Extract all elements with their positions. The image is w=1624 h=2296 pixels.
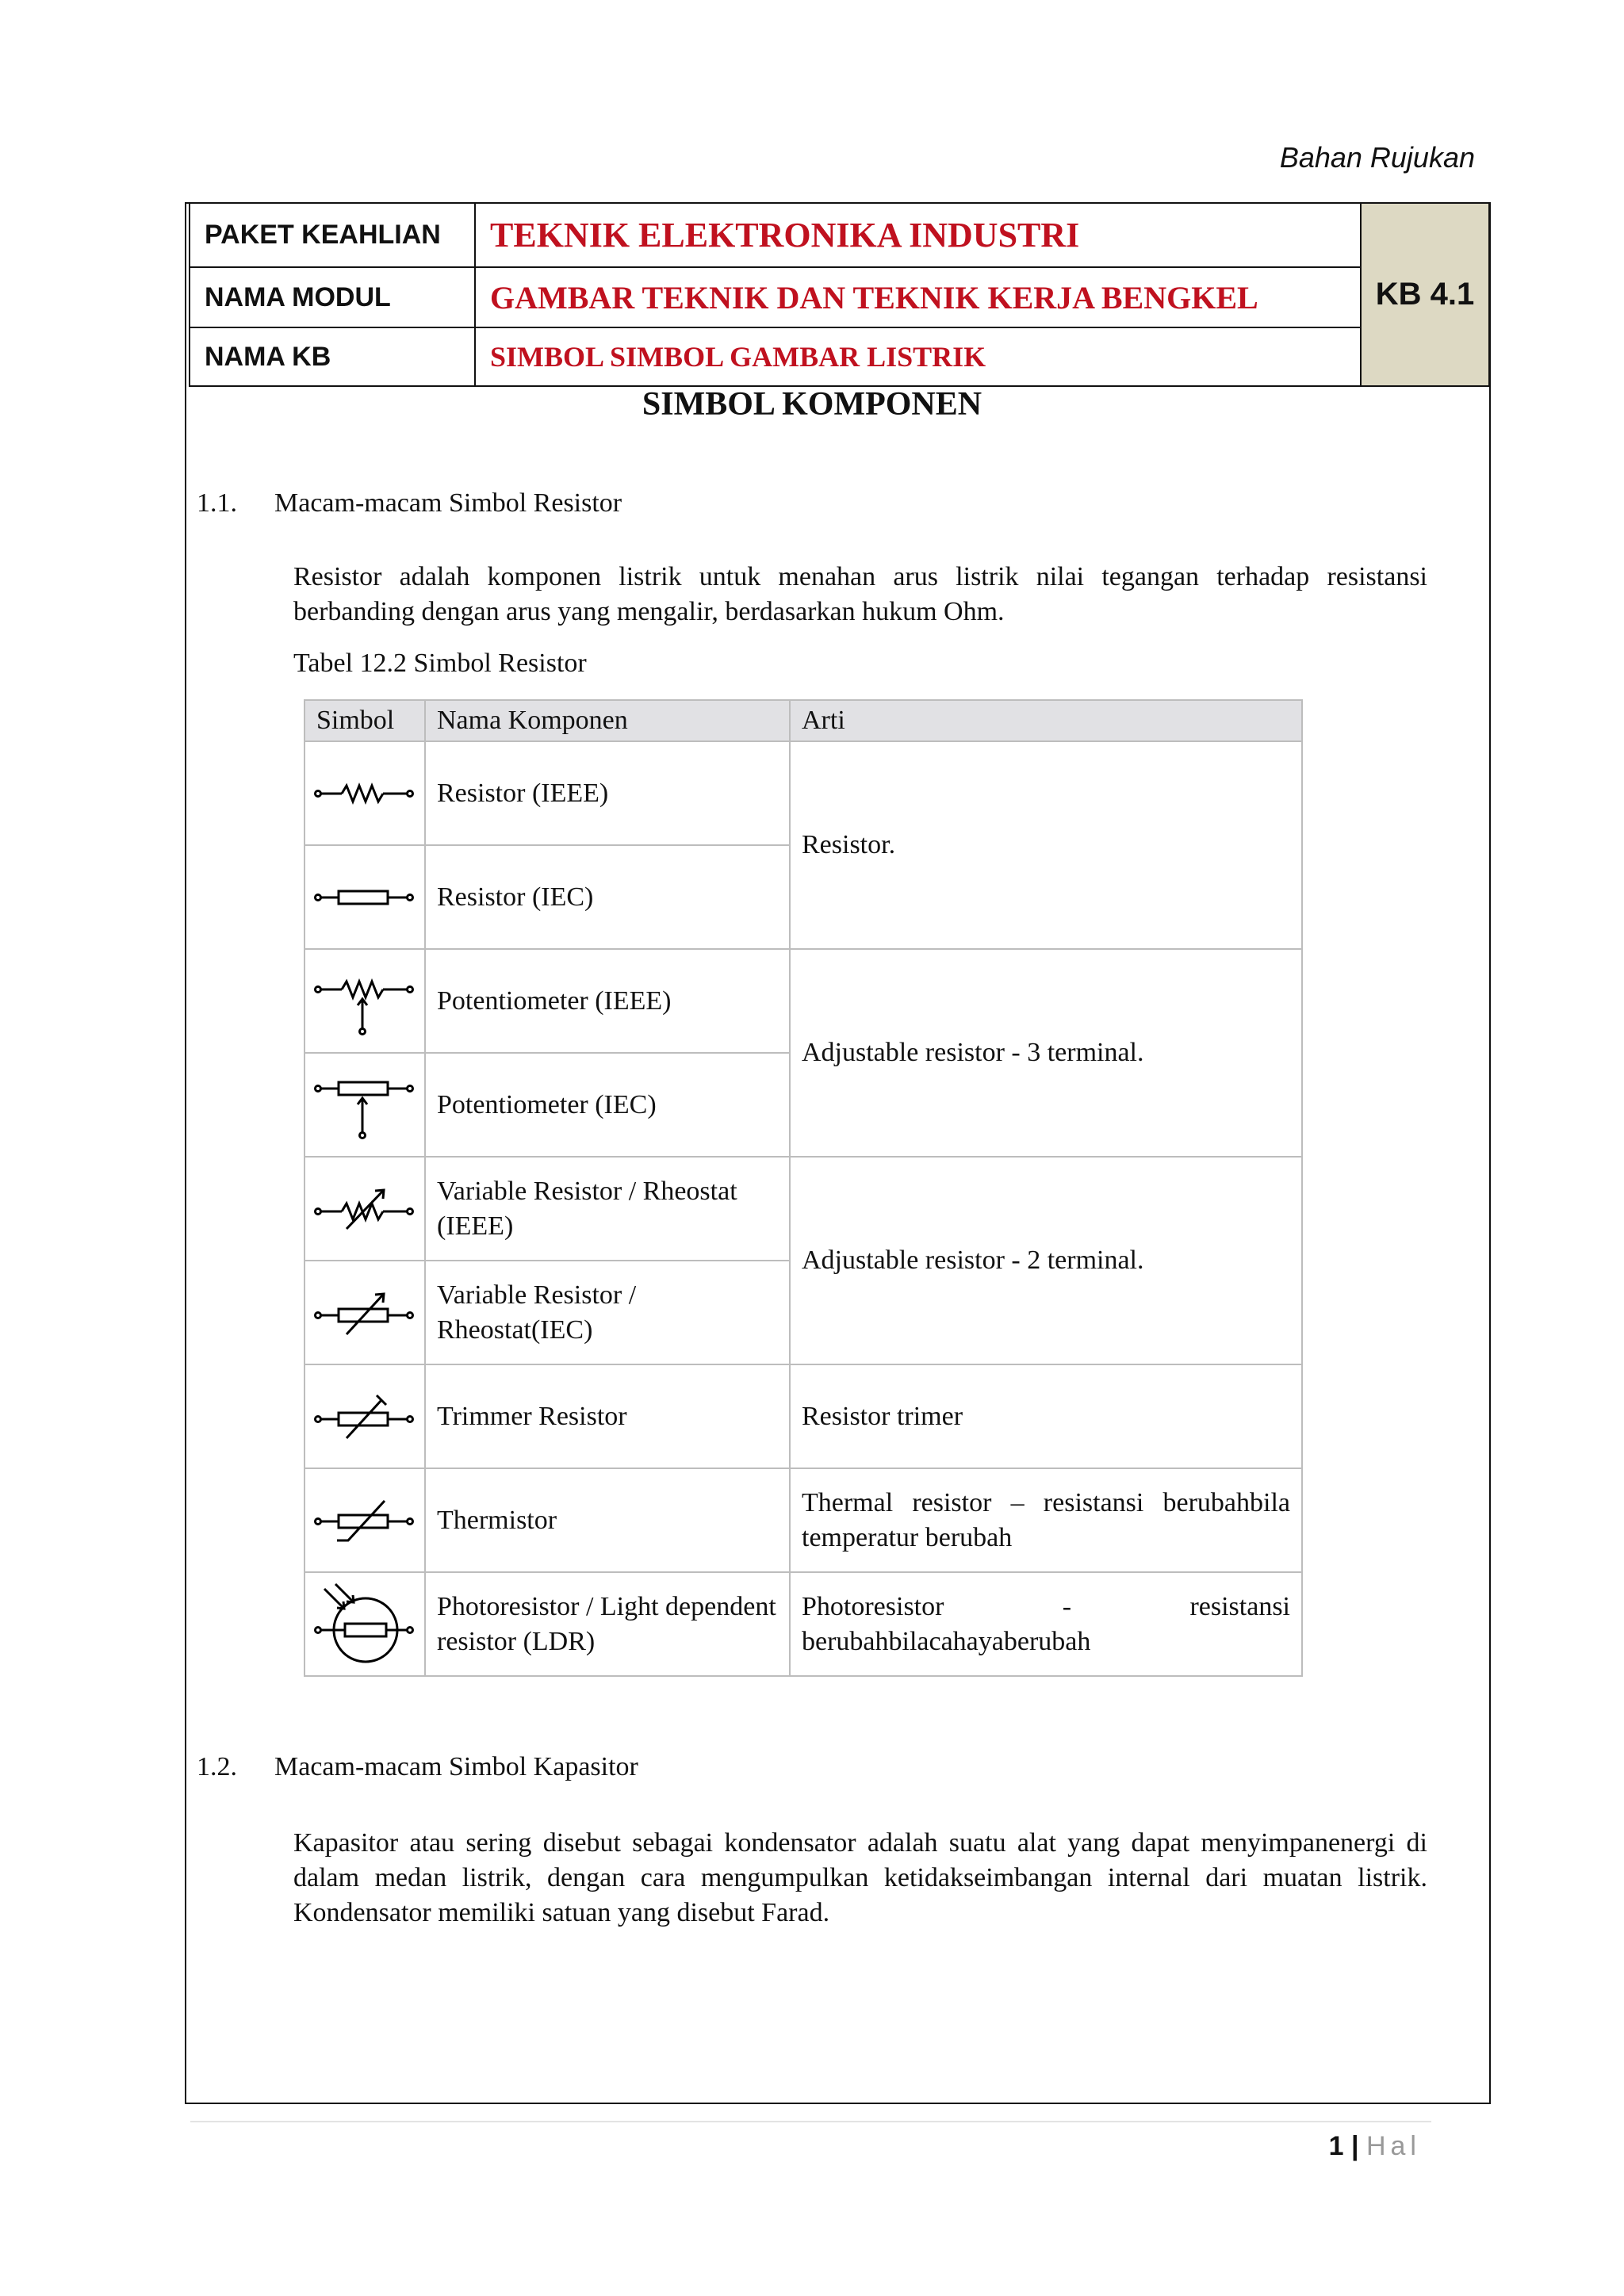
trimmer-icon xyxy=(313,1389,416,1445)
section-number: 1.1. xyxy=(197,488,237,518)
component-name: Potentiometer (IEC) xyxy=(425,1053,790,1157)
column-header-meaning: Arti xyxy=(790,700,1302,741)
component-meaning: Photoresistor - resistansi berubahbilacahayaberubah xyxy=(790,1572,1302,1676)
section-title: Macam-macam Simbol Resistor xyxy=(274,488,622,518)
component-meaning: Resistor trimer xyxy=(790,1364,1302,1468)
capacitor-paragraph: Kapasitor atau sering disebut sebagai kondensator adalah suatu alat yang dapat menyimpanenergi di dalam medan listrik, dengan cara mengumpulkan ketidakseimbangan internal dari muatan listrik. Kondensator memiliki satuan yang disebut Farad. xyxy=(293,1828,1427,1927)
table-row xyxy=(304,1364,1302,1468)
table-row xyxy=(304,741,1302,845)
component-name: Photoresistor / Light dependent resistor (LDR) xyxy=(425,1572,790,1676)
page-number xyxy=(1329,2131,1421,2162)
document-label: Bahan Rujukan xyxy=(1279,141,1475,174)
column-header-symbol: Simbol xyxy=(304,700,425,741)
page-number-suffix: Hal xyxy=(1365,2131,1421,2161)
component-meaning: Adjustable resistor - 2 terminal. xyxy=(790,1157,1302,1364)
header-label-paket: PAKET KEAHLIAN xyxy=(190,203,475,267)
ldr-icon xyxy=(313,1581,416,1668)
section-title: Macam-macam Simbol Kapasitor xyxy=(274,1752,638,1781)
table-row xyxy=(304,1468,1302,1572)
footer-divider xyxy=(190,2121,1431,2122)
table-caption: Tabel 12.2 Simbol Resistor xyxy=(293,649,587,678)
potentiometer-iec-icon xyxy=(313,1070,416,1141)
component-name: Trimmer Resistor xyxy=(425,1364,790,1468)
table-row xyxy=(304,1157,1302,1261)
resistor-ieee-icon xyxy=(313,770,416,817)
section-number: 1.2. xyxy=(197,1752,237,1781)
component-meaning: Thermal resistor – resistansi berubahbila temperatur berubah xyxy=(790,1468,1302,1572)
column-header-name: Nama Komponen xyxy=(425,700,790,741)
page-number-value: 1 xyxy=(1328,2131,1344,2161)
resistor-iec-icon xyxy=(313,874,416,921)
potentiometer-ieee-icon xyxy=(313,966,416,1037)
page-number-separator: | xyxy=(1351,2131,1359,2161)
table-row xyxy=(304,949,1302,1053)
page-title: SIMBOL KOMPONEN xyxy=(642,386,982,423)
component-name: Resistor (IEC) xyxy=(425,845,790,949)
section-heading-resistor xyxy=(197,488,622,519)
rheostat-iec-icon xyxy=(313,1285,416,1341)
header-value-paket: TEKNIK ELEKTRONIKA INDUSTRI xyxy=(475,203,1361,267)
resistor-symbol-table xyxy=(304,699,1303,1677)
header-value-kb: SIMBOL SIMBOL GAMBAR LISTRIK xyxy=(475,327,1361,386)
component-name: Variable Resistor / Rheostat (IEEE) xyxy=(425,1157,790,1261)
header-label-modul: NAMA MODUL xyxy=(190,267,475,327)
section-heading-capacitor xyxy=(197,1752,638,1782)
component-name: Potentiometer (IEEE) xyxy=(425,949,790,1053)
component-name: Thermistor xyxy=(425,1468,790,1572)
thermistor-icon xyxy=(313,1493,416,1548)
component-name: Resistor (IEEE) xyxy=(425,741,790,845)
rheostat-ieee-icon xyxy=(313,1181,416,1237)
component-name: Variable Resistor / Rheostat(IEC) xyxy=(425,1261,790,1364)
module-header-table xyxy=(189,202,1490,387)
kb-badge: KB 4.1 xyxy=(1361,203,1489,386)
resistor-paragraph: Resistor adalah komponen listrik untuk menahan arus listrik nilai tegangan terhadap resistansi berbanding dengan arus yang mengalir, berdasarkan hukum Ohm. xyxy=(293,562,1427,626)
component-meaning: Adjustable resistor - 3 terminal. xyxy=(790,949,1302,1157)
header-value-modul: GAMBAR TEKNIK DAN TEKNIK KERJA BENGKEL xyxy=(475,267,1361,327)
table-row xyxy=(304,1572,1302,1676)
component-meaning: Resistor. xyxy=(790,741,1302,949)
header-label-kb: NAMA KB xyxy=(190,327,475,386)
